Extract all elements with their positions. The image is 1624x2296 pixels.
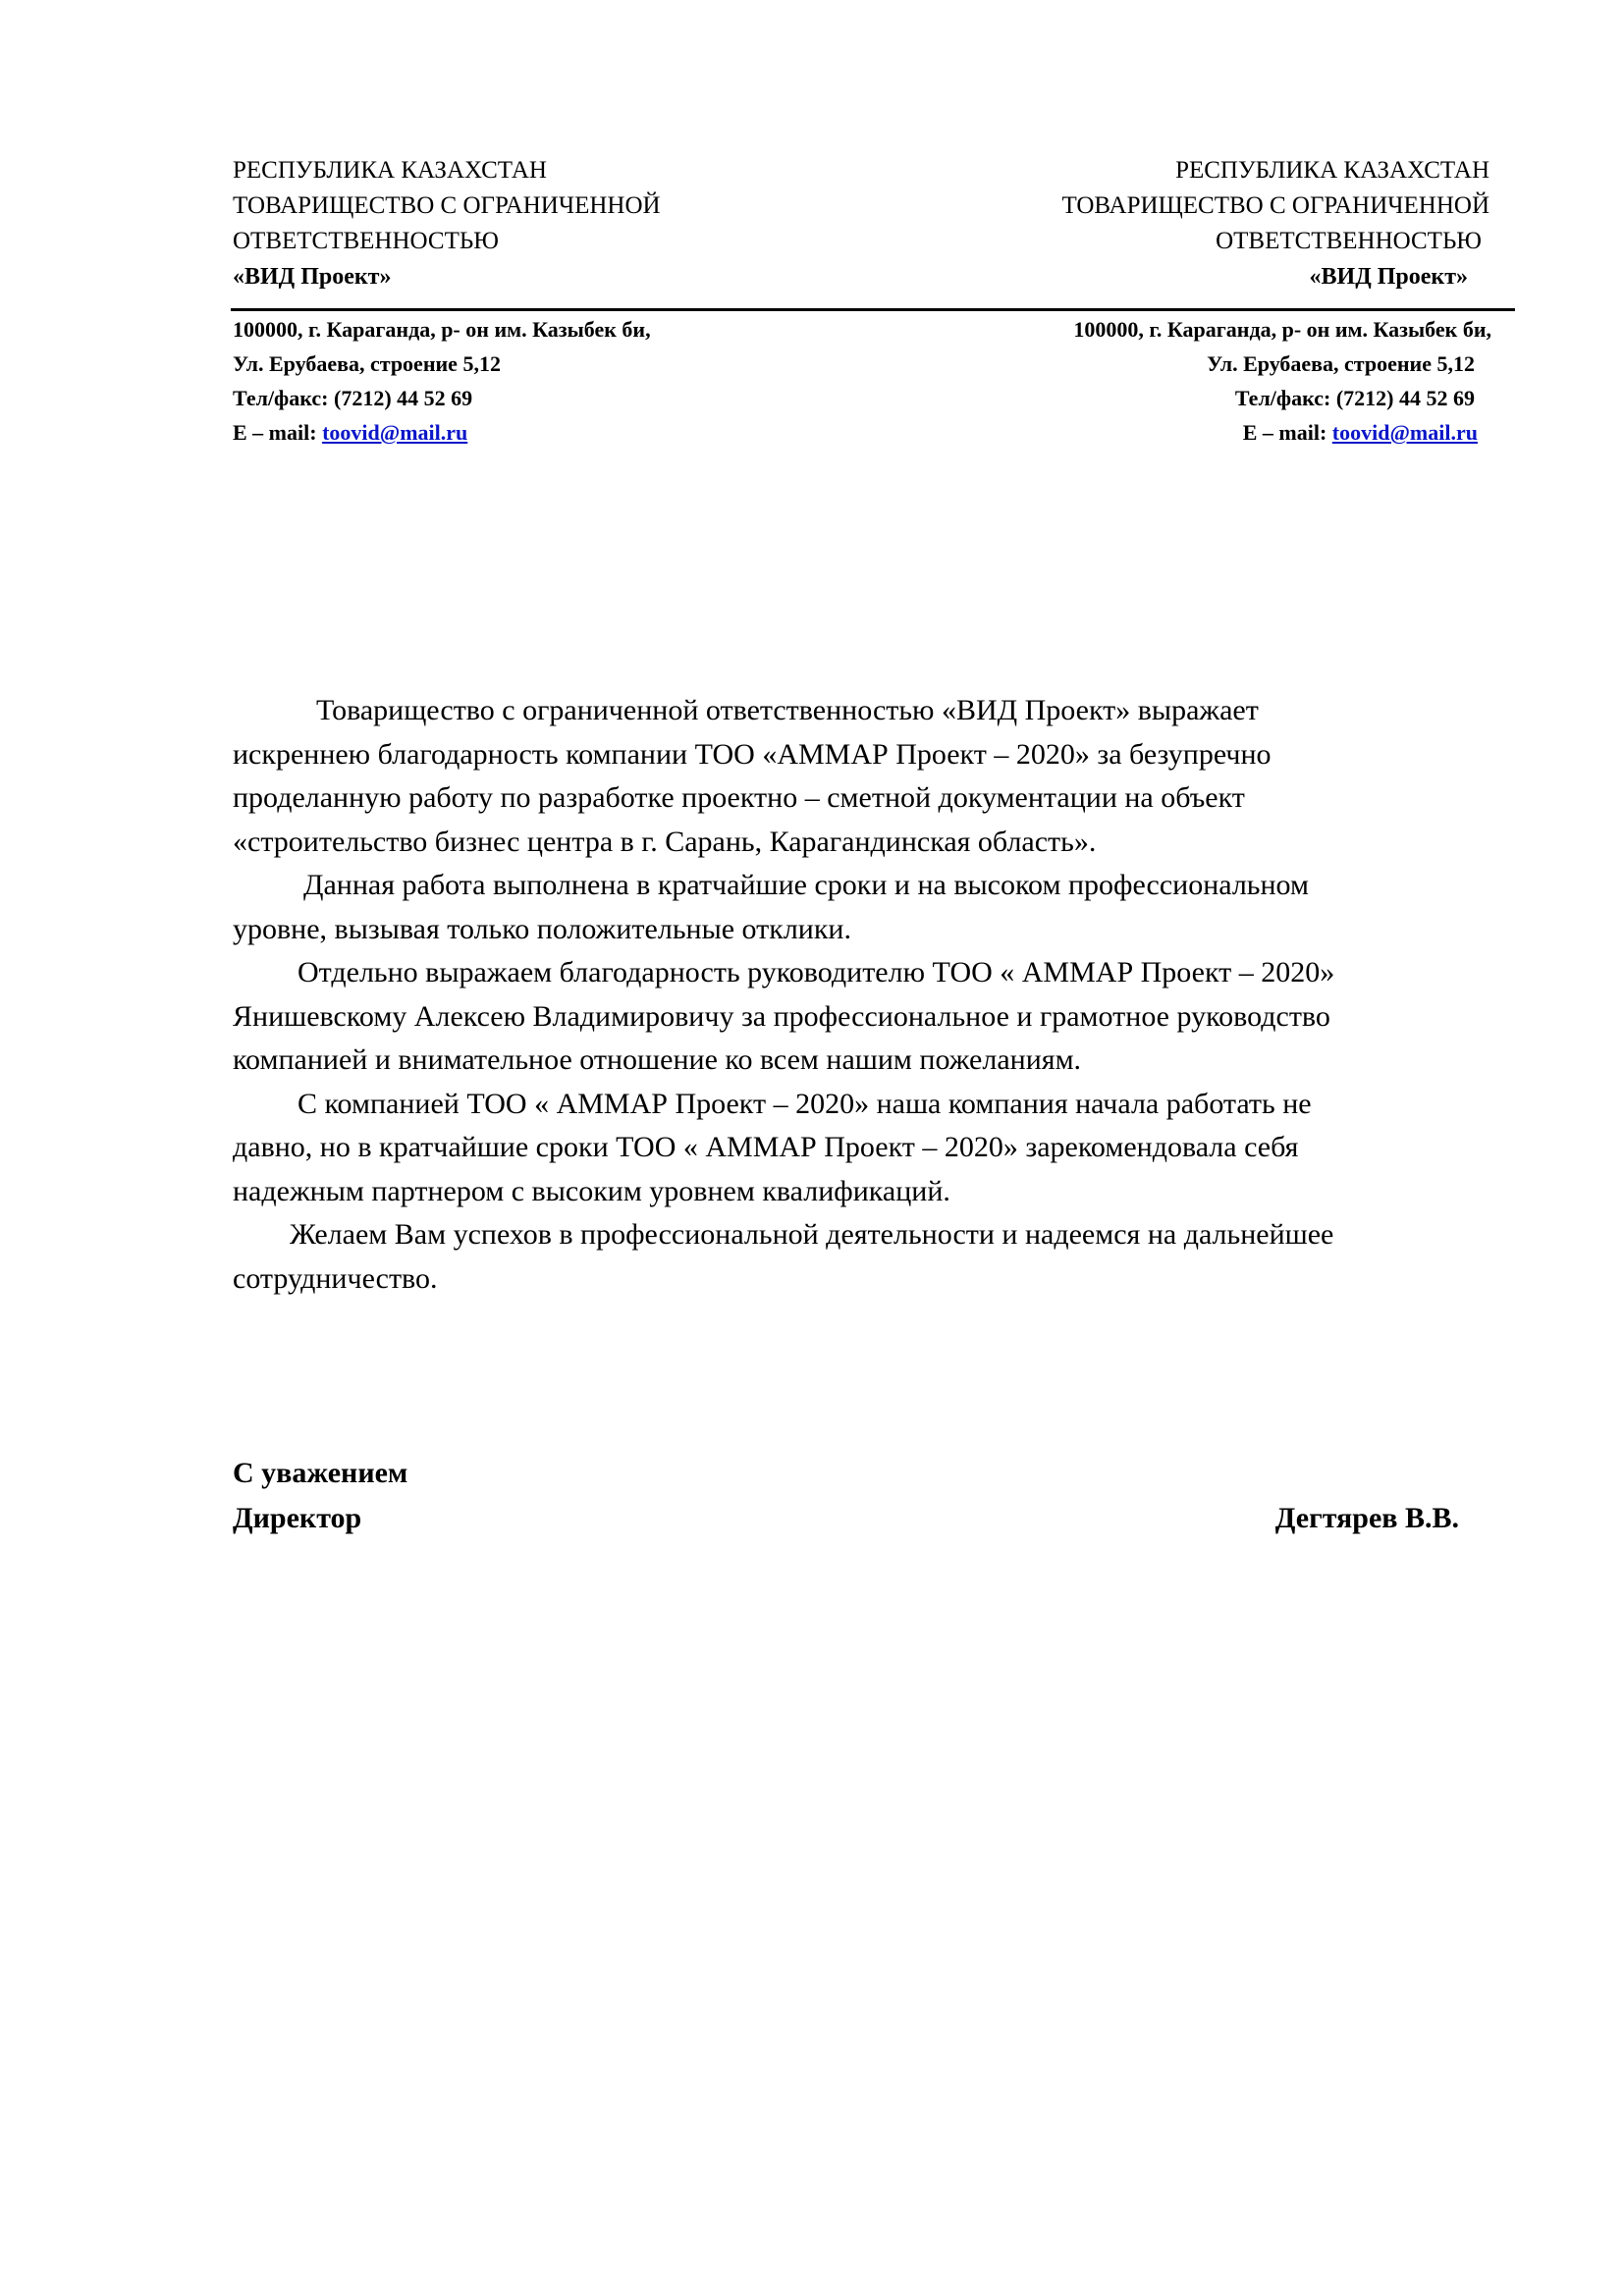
body-line: компанией и внимательное отношение ко всем нашим пожеланиям. [233, 1043, 1082, 1076]
signer-name: Дегтярев В.В. [1274, 1502, 1459, 1534]
letterhead-right [1061, 153, 1489, 294]
email-line [1073, 415, 1478, 450]
body-line: Отдельно выражаем благодарность руководителю ТОО « АММАР Проект – 2020» [298, 956, 1335, 988]
signature-block [233, 1451, 407, 1541]
address-left [233, 312, 651, 450]
letterhead-left [233, 153, 661, 294]
phone-line: Тел/факс: (7212) 44 52 69 [233, 386, 473, 410]
country-label: РЕСПУБЛИКА КАЗАХСТАН [1175, 157, 1489, 184]
letter-body [233, 689, 1480, 1301]
body-line: Янишевскому Алексею Владимировичу за профессиональное и грамотное руководство [233, 999, 1330, 1033]
company-brand: «ВИД Проект» [1309, 264, 1468, 290]
body-line: надежным партнером с высоким уровнем квалификаций. [233, 1174, 950, 1207]
address-line: 100000, г. Караганда, р- он им. Казыбек би, [233, 317, 651, 342]
company-type-label: ТОВАРИЩЕСТВО С ОГРАНИЧЕННОЙ [1061, 192, 1489, 219]
address-right [1073, 312, 1491, 450]
address-line: 100000, г. Караганда, р- он им. Казыбек би, [1073, 317, 1491, 342]
body-line: Данная работа выполнена в кратчайшие сроки и на высоком профессиональном [303, 869, 1309, 901]
phone-line: Тел/факс: (7212) 44 52 69 [1234, 386, 1475, 410]
email-link[interactable]: toovid@mail.ru [1331, 420, 1478, 445]
company-type-label: ТОВАРИЩЕСТВО С ОГРАНИЧЕННОЙ [233, 192, 661, 219]
header-divider [231, 308, 1515, 311]
body-line: искреннею благодарность компании ТОО «АММАР Проект – 2020» за безупречно [233, 737, 1272, 771]
email-line [233, 415, 651, 450]
company-type-label-cont: ОТВЕТСТВЕННОСТЬЮ [1216, 228, 1482, 254]
position-text: Директор [233, 1502, 362, 1534]
body-line: С компанией ТОО « АММАР Проект – 2020» наша компания начала работать не [298, 1087, 1312, 1120]
body-line: Товарищество с ограниченной ответственностью «ВИД Проект» выражает [316, 694, 1259, 726]
email-link[interactable]: toovid@mail.ru [322, 420, 468, 445]
body-line: сотрудничество. [233, 1261, 438, 1295]
body-line: проделанную работу по разработке проектно – сметной документации на объект [233, 781, 1245, 814]
body-line: давно, но в кратчайшие сроки ТОО « АММАР Проект – 2020» зарекомендовала себя [233, 1131, 1299, 1163]
email-label: E – mail: [1242, 420, 1332, 445]
regards-text: С уважением [233, 1457, 408, 1489]
body-line: Желаем Вам успехов в профессиональной деятельности и надеемся на дальнейшее [290, 1218, 1334, 1251]
country-label: РЕСПУБЛИКА КАЗАХСТАН [233, 157, 547, 184]
company-brand: «ВИД Проект» [233, 264, 392, 290]
email-label: E – mail: [233, 420, 323, 445]
street-line: Ул. Ерубаева, строение 5,12 [233, 351, 501, 376]
street-line: Ул. Ерубаева, строение 5,12 [1207, 351, 1475, 376]
body-line: уровне, вызывая только положительные отклики. [233, 912, 851, 945]
company-type-label-cont: ОТВЕТСТВЕННОСТЬЮ [233, 228, 499, 254]
body-line: «строительство бизнес центра в г. Сарань, Карагандинская область». [233, 825, 1097, 858]
